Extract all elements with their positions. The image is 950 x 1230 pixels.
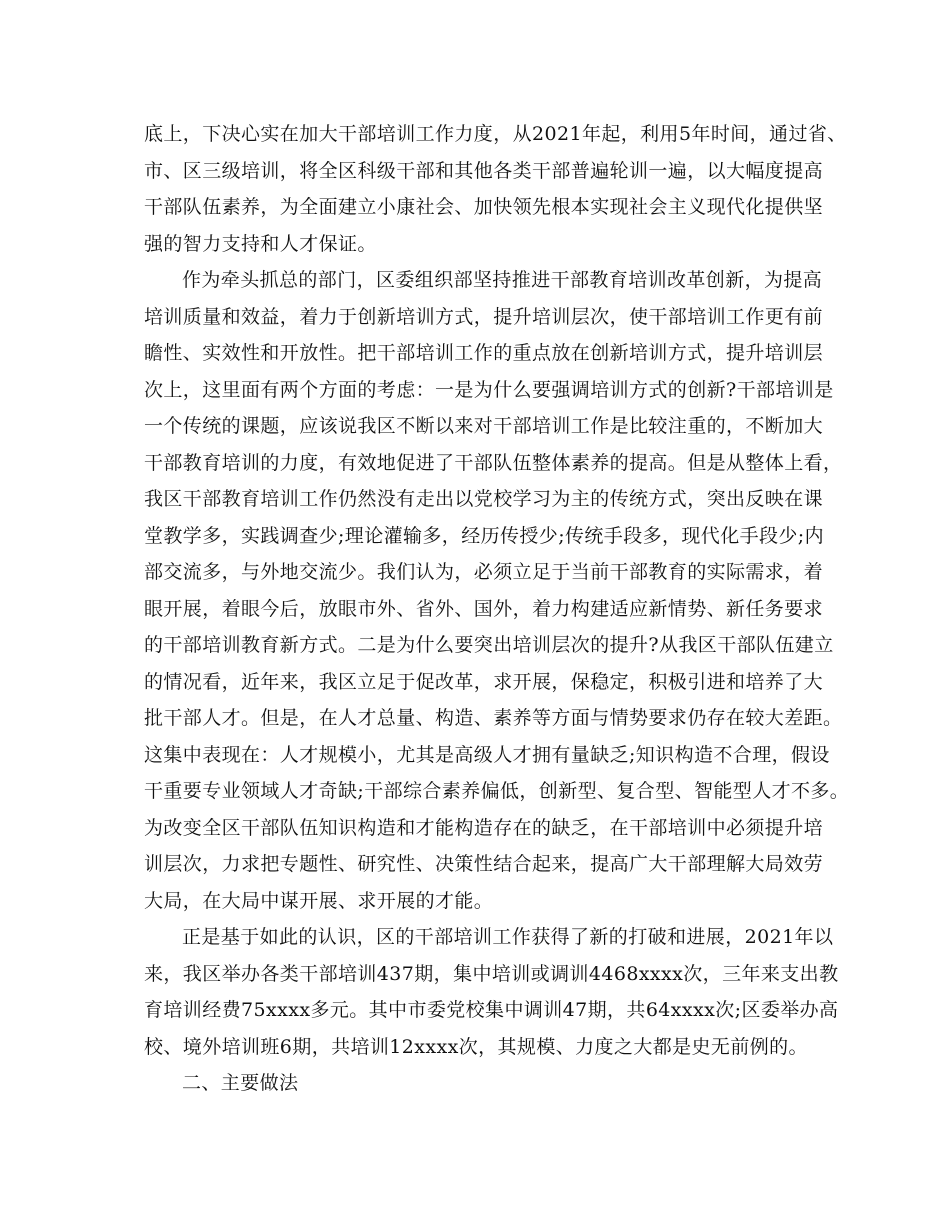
text-line: 的干部培训教育新方式。二是为什么要突出培训层次的提升?从我区干部队伍建立 bbox=[144, 634, 834, 656]
text-line: 底上，下决心实在加大干部培训工作力度，从2021年起，利用5年时间，通过省、 bbox=[144, 123, 847, 145]
text-line: 强的智力支持和人才保证。 bbox=[144, 232, 377, 255]
text-line: 干重要专业领域人才奇缺;干部综合素养偏低，创新型、复合型、智能型人才不多。 bbox=[144, 780, 850, 802]
text-line: 瞻性、实效性和开放性。把干部培训工作的重点放在创新培训方式，提升培训层 bbox=[144, 342, 824, 364]
text-line: 次上，这里面有两个方面的考虑：一是为什么要强调培训方式的创新?干部培训是 bbox=[144, 378, 834, 401]
text-line: 堂教学多，实践调查少;理论灌输多，经历传授少;传统手段多，现代化手段少;内 bbox=[144, 524, 825, 547]
document-body bbox=[144, 116, 850, 1102]
paragraph-first-line: 正是基于如此的认识，区的干部培训工作获得了新的打破和进展，2021年以 bbox=[182, 926, 834, 948]
text-line: 市、区三级培训，将全区科级干部和其他各类干部普遍轮训一遍，以大幅度提高 bbox=[144, 159, 824, 182]
text-line: 校、境外培训班6期，共培训12xxxx次，其规模、力度之大都是史无前例的。 bbox=[144, 1035, 808, 1058]
text-line: 培训质量和效益，着力于创新培训方式，提升培训层次，使干部培训工作更有前 bbox=[144, 305, 824, 328]
text-line: 干部教育培训的力度，有效地促进了干部队伍整体素养的提高。但是从整体上看， bbox=[144, 451, 843, 474]
text-line: 我区干部教育培训工作仍然没有走出以党校学习为主的传统方式，突出反映在课 bbox=[144, 488, 824, 510]
text-line: 部交流多，与外地交流少。我们认为，必须立足于当前干部教育的实际需求，着 bbox=[144, 561, 824, 583]
text-line: 训层次，力求把专题性、研究性、决策性结合起来，提高广大干部理解大局效劳 bbox=[144, 853, 824, 875]
text-line: 育培训经费75xxxx多元。其中市委党校集中调训47期，共64xxxx次;区委举办高 bbox=[144, 999, 839, 1021]
text-line: 一个传统的课题，应该说我区不断以来对干部培训工作是比较注重的，不断加大 bbox=[144, 415, 824, 437]
text-line: 干部队伍素养，为全面建立小康社会、加快领先根本实现社会主义现代化提供坚 bbox=[144, 196, 824, 218]
text-line: 为改变全区干部队伍知识构造和才能构造存在的缺乏，在干部培训中必须提升培 bbox=[144, 816, 824, 839]
text-line: 来，我区举办各类干部培训437期，集中培训或调训4468xxxx次，三年来支出教 bbox=[144, 962, 839, 985]
text-line: 眼开展，着眼今后，放眼市外、省外、国外，着力构建适应新情势、新任务要求 bbox=[144, 597, 824, 620]
text-line: 这集中表现在：人才规模小，尤其是高级人才拥有量缺乏;知识构造不合理，假设 bbox=[144, 743, 830, 766]
text-line: 的情况看，近年来，我区立足于促改革，求开展，保稳定，积极引进和培养了大 bbox=[144, 670, 824, 693]
paragraph-first-line: 作为牵头抓总的部门，区委组织部坚持推进干部教育培训改革创新，为提高 bbox=[182, 269, 823, 291]
paragraph-first-line: 二、主要做法 bbox=[182, 1072, 299, 1094]
text-line: 大局，在大局中谋开展、求开展的才能。 bbox=[144, 889, 494, 912]
text-line: 批干部人才。但是，在人才总量、构造、素养等方面与情势要求仍存在较大差距。 bbox=[144, 707, 843, 729]
